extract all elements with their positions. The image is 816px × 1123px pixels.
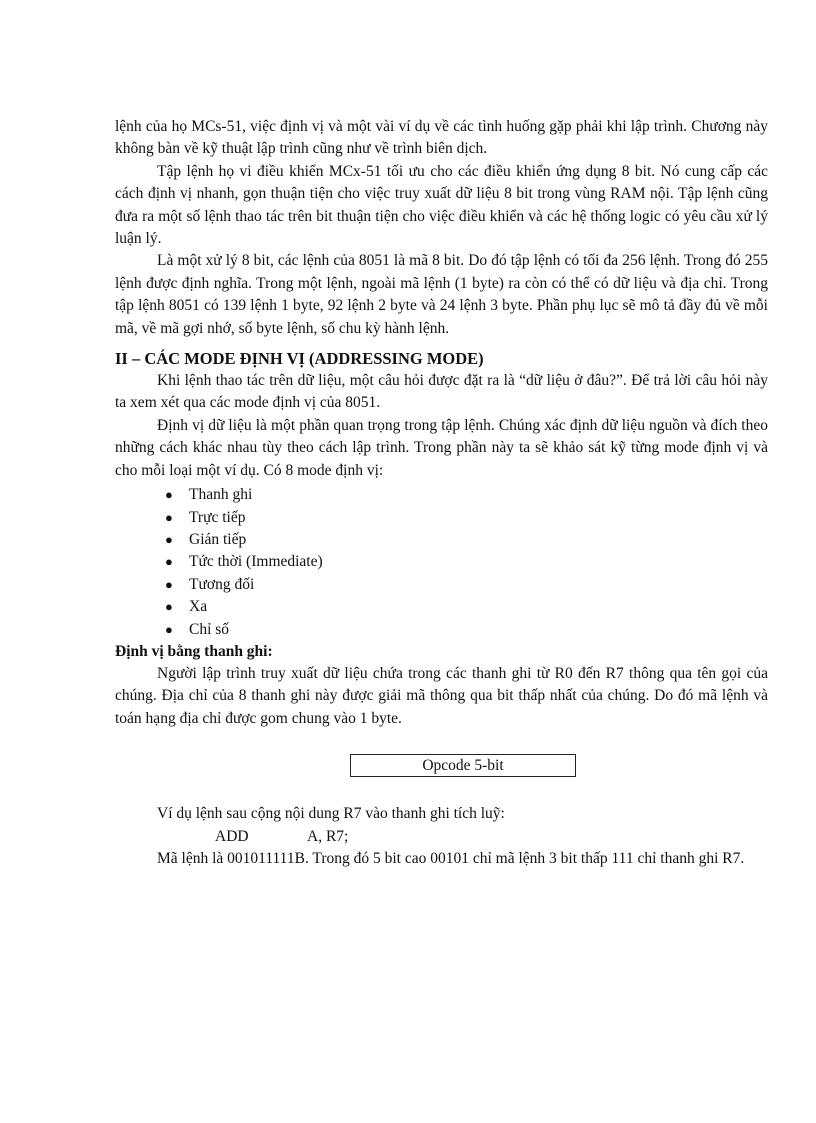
- bullet-icon: ●: [165, 509, 173, 525]
- section-heading: II – CÁC MODE ĐỊNH VỊ (ADDRESSING MODE): [115, 349, 484, 369]
- intro-paragraph-2: Tập lệnh họ vi điều khiển MCx-51 tối ưu cho các điều khiển ứng dụng 8 bit. Nó cung cấp các cách định vị nhanh, gọn thuận tiện cho việc truy xuất dữ liệu 8 bit trong vùng RAM nội. Tập lệnh cũng đưa ra một số lệnh thao tác trên bit thuận tiện cho việc điều khiển và các hệ thống logic có yêu cầu xử lý luận lý.: [115, 162, 768, 248]
- addressing-mode-list: [115, 484, 768, 641]
- bullet-icon: ●: [165, 554, 173, 570]
- section-paragraph-2: Định vị dữ liệu là một phần quan trọng trong tập lệnh. Chúng xác định dữ liệu nguồn và đích theo những cách khác nhau tùy theo cách lập trình. Trong phần này ta sẽ khảo sát kỹ từng mode định vị và cho mỗi loại một ví dụ. Có 8 mode định vị:: [115, 416, 768, 479]
- section-paragraph-1: Khi lệnh thao tác trên dữ liệu, một câu hỏi được đặt ra là “dữ liệu ở đâu?”. Để trả lời câu hỏi này ta xem xét qua các mode định vị của 8051.: [115, 372, 768, 412]
- intro-paragraph-1: lệnh của họ MCs-51, việc định vị và một vài ví dụ về các tình huống gặp phải khi lập trình. Chương này không bàn về kỹ thuật lập trình cũng như về trình biên dịch.: [115, 118, 768, 158]
- register-mode-paragraph: Người lập trình truy xuất dữ liệu chứa trong các thanh ghi từ R0 đến R7 thông qua tên gọi của chúng. Địa chỉ của 8 thanh ghi này được giải mã thông qua bit thấp nhất của chúng. Do đó mã lệnh và toán hạng địa chỉ được gom chung vào 1 byte.: [115, 664, 768, 727]
- opcode-explanation: Mã lệnh là 001011111B. Trong đó 5 bit cao 00101 chỉ mã lệnh 3 bit thấp 111 chỉ thanh ghi R7.: [157, 849, 745, 867]
- list-item: ● Tương đối: [147, 574, 768, 596]
- list-item: ● Tức thời (Immediate): [147, 551, 768, 573]
- bullet-icon: ●: [165, 487, 173, 503]
- code-operands: A, R7;: [307, 827, 349, 845]
- code-example: [115, 826, 768, 848]
- bullet-icon: ●: [165, 576, 173, 592]
- list-item: ● Trực tiếp: [147, 507, 768, 529]
- example-intro: Ví dụ lệnh sau cộng nội dung R7 vào thanh ghi tích luỹ:: [157, 805, 505, 823]
- document-page: [115, 116, 768, 870]
- list-item: ● Xa: [147, 596, 768, 618]
- register-mode-heading: Định vị bằng thanh ghi:: [115, 642, 273, 660]
- list-item: ● Chỉ số: [147, 619, 768, 641]
- bullet-icon: ●: [165, 621, 173, 637]
- list-item: ● Thanh ghi: [147, 484, 768, 506]
- bullet-icon: ●: [165, 599, 173, 615]
- list-item: ● Gián tiếp: [147, 529, 768, 551]
- intro-paragraph-3: Là một xử lý 8 bit, các lệnh của 8051 là mã 8 bit. Do đó tập lệnh có tối đa 256 lệnh. Trong đó 255 lệnh được định nghĩa. Trong một lệnh, ngoài mã lệnh (1 byte) ra còn có thể có dữ liệu và địa chỉ. Trong tập lệnh 8051 có 139 lệnh 1 byte, 92 lệnh 2 byte và 24 lệnh 3 byte. Phần phụ lục sẽ mô tả đầy đủ về mỗi mã, về mã gợi nhớ, số byte lệnh, số chu kỳ hành lệnh.: [115, 252, 768, 337]
- bullet-icon: ●: [165, 531, 173, 547]
- code-opcode: ADD: [215, 827, 249, 845]
- opcode-box: Opcode 5-bit: [350, 754, 576, 777]
